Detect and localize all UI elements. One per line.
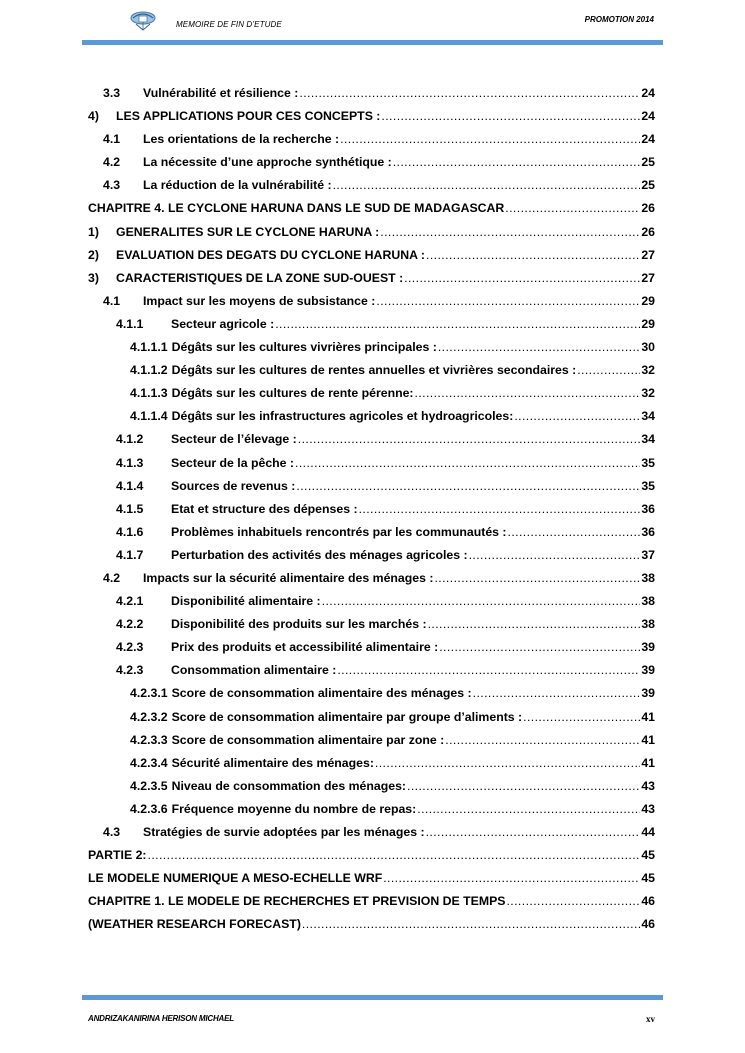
toc-leader-dots [380, 225, 640, 239]
toc-entry-label: Consommation alimentaire : [171, 663, 337, 678]
toc-entry-page: 44 [641, 825, 655, 839]
toc-entry-page: 41 [641, 709, 655, 724]
toc-entry-page: 46 [641, 917, 655, 932]
toc-entry-page: 45 [641, 871, 655, 886]
toc-leader-dots [393, 155, 641, 169]
toc-entry-number: 4.1.1.3 [130, 386, 168, 401]
toc-entry[interactable] [88, 733, 655, 756]
toc-entry[interactable] [88, 663, 655, 686]
toc-entry[interactable] [88, 432, 655, 455]
toc-leader-dots [275, 317, 640, 331]
toc-entry-label: LE MODELE NUMERIQUE A MESO-ECHELLE WRF [88, 871, 383, 886]
toc-entry-number: 4.1 [103, 293, 121, 308]
toc-entry-number: 4.1.1.2 [130, 363, 168, 378]
toc-entry-label: Secteur agricole : [171, 316, 275, 331]
toc-entry-page: 27 [641, 247, 655, 262]
toc-entry[interactable] [88, 225, 655, 248]
toc-entry-label: La nécessite d’une approche synthétique : [143, 155, 392, 170]
toc-entry[interactable] [88, 294, 655, 317]
toc-entry-label: Disponibilité alimentaire : [171, 594, 321, 609]
toc-entry-page: 24 [641, 132, 655, 147]
toc-entry-page: 36 [641, 501, 655, 516]
toc-entry[interactable] [88, 640, 655, 663]
toc-entry[interactable] [88, 802, 655, 825]
toc-entry-number: 4) [88, 109, 99, 124]
toc-entry[interactable] [88, 756, 655, 779]
toc-entry[interactable] [88, 571, 655, 594]
toc-entry[interactable] [88, 109, 655, 132]
toc-entry[interactable] [88, 848, 655, 871]
toc-entry-label: Niveau de consommation des ménages: [171, 778, 407, 793]
toc-leader-dots [426, 248, 640, 262]
toc-entry-page: 43 [641, 801, 655, 816]
toc-entry-number: 4.2.3.2 [130, 709, 168, 724]
toc-entry[interactable] [88, 317, 655, 340]
toc-entry-label: Impacts sur la sécurité alimentaire des ménages : [143, 570, 434, 585]
toc-entry-number: 4.2.2 [116, 617, 144, 632]
toc-leader-dots [439, 640, 640, 654]
toc-entry-number: 4.1.5 [116, 501, 144, 516]
toc-entry-label: Secteur de l’élevage : [171, 432, 297, 447]
toc-entry-page: 37 [641, 547, 655, 562]
toc-leader-dots [473, 686, 641, 700]
toc-entry[interactable] [88, 155, 655, 178]
toc-entry-page: 30 [641, 340, 655, 355]
toc-entry[interactable] [88, 132, 655, 155]
toc-leader-dots [469, 548, 641, 562]
header-promotion: PROMOTION 2014 [584, 15, 654, 24]
toc-entry-label: CHAPITRE 1. LE MODELE DE RECHERCHES ET PREVISION DE TEMPS [88, 894, 506, 909]
toc-entry-number: 4.3 [103, 178, 121, 193]
toc-leader-dots [333, 178, 641, 192]
toc-leader-dots [302, 917, 640, 931]
toc-entry-page: 38 [641, 570, 655, 585]
toc-entry-page: 24 [641, 86, 655, 100]
toc-entry[interactable] [88, 86, 655, 109]
toc-entry-number: 4.2.3.1 [130, 686, 168, 701]
toc-entry-number: 4.2.3 [116, 663, 144, 678]
toc-leader-dots [415, 386, 641, 400]
toc-entry[interactable] [88, 710, 655, 733]
toc-entry-page: 29 [641, 316, 655, 331]
toc-entry-number: 4.1.6 [116, 524, 144, 539]
toc-leader-dots [514, 409, 640, 423]
toc-leader-dots [296, 479, 640, 493]
toc-entry-number: 4.2.3.3 [130, 732, 168, 747]
footer-rule [82, 995, 663, 1000]
toc-entry[interactable] [88, 548, 655, 571]
toc-entry-label: Les orientations de la recherche : [143, 132, 340, 147]
toc-entry-number: 4.2.3.6 [130, 801, 168, 816]
toc-leader-dots [445, 733, 640, 747]
toc-entry[interactable] [88, 409, 655, 432]
toc-entry-label: CARACTERISTIQUES DE LA ZONE SUD-OUEST : [116, 270, 404, 285]
toc-leader-dots [337, 663, 640, 677]
toc-leader-dots [340, 132, 640, 146]
footer-page-number: xv [646, 1014, 655, 1024]
toc-entry-label: Dégâts sur les infrastructures agricoles et hydroagricoles: [171, 409, 514, 424]
school-emblem-icon [128, 10, 158, 32]
toc-leader-dots [298, 432, 641, 446]
toc-entry-number: 2) [88, 247, 99, 262]
toc-leader-dots [505, 201, 640, 215]
toc-entry-page: 39 [641, 686, 655, 701]
toc-leader-dots [295, 456, 640, 470]
toc-entry-page: 35 [641, 455, 655, 470]
toc-entry-label: Dégâts sur les cultures de rente pérenne: [171, 386, 414, 401]
toc-entry-label: Score de consommation alimentaire des ménages : [171, 686, 472, 701]
toc-entry[interactable] [88, 340, 655, 363]
toc-entry[interactable] [88, 871, 655, 894]
toc-entry-label: Perturbation des activités des ménages agricoles : [171, 547, 468, 562]
toc-entry-label: Stratégies de survie adoptées par les ménages : [143, 825, 425, 839]
toc-entry[interactable] [88, 456, 655, 479]
toc-entry[interactable] [88, 479, 655, 502]
toc-leader-dots [148, 848, 641, 862]
toc-entry-label: PARTIE 2: [88, 848, 147, 863]
footer-author: ANDRIZAKANIRINA HERISON MICHAEL [88, 1014, 234, 1023]
toc-entry[interactable] [88, 271, 655, 294]
toc-entry-number: 4.1 [103, 132, 121, 147]
toc-entry-label: (WEATHER RESEARCH FORECAST) [88, 917, 301, 932]
toc-entry-page: 39 [641, 663, 655, 678]
toc-leader-dots [299, 86, 640, 100]
toc-entry-label: Etat et structure des dépenses : [171, 501, 358, 516]
toc-leader-dots [434, 571, 640, 585]
toc-entry-page: 36 [641, 524, 655, 539]
toc-entry-number: 4.1.1.4 [130, 409, 168, 424]
toc-leader-dots [376, 294, 640, 308]
toc-entry-number: 4.2.1 [116, 594, 144, 609]
toc-leader-dots [438, 340, 641, 354]
toc-entry[interactable] [88, 779, 655, 802]
toc-entry-page: 46 [641, 894, 655, 909]
toc-entry[interactable] [88, 525, 655, 548]
toc-entry-page: 41 [641, 755, 655, 770]
toc-entry-label: La réduction de la vulnérabilité : [143, 178, 332, 193]
toc-leader-dots [359, 502, 641, 516]
toc-leader-dots [322, 594, 641, 608]
toc-entry-page: 41 [641, 732, 655, 747]
toc-leader-dots [508, 525, 641, 539]
toc-entry-label: GENERALITES SUR LE CYCLONE HARUNA : [116, 224, 380, 239]
toc-entry-number: 4.2.3.4 [130, 755, 168, 770]
toc-entry[interactable] [88, 201, 655, 224]
toc-leader-dots [407, 779, 640, 793]
toc-entry-page: 26 [641, 201, 655, 216]
toc-entry-number: 4.1.4 [116, 478, 144, 493]
toc-entry-label: Fréquence moyenne du nombre de repas: [171, 801, 417, 816]
toc-entry-page: 38 [641, 617, 655, 632]
toc-leader-dots [523, 710, 640, 724]
toc-entry-number: 4.1.7 [116, 547, 144, 562]
toc-entry-number: 1) [88, 224, 99, 239]
toc-entry-page: 27 [641, 270, 655, 285]
header-rule [82, 40, 663, 45]
toc-entry-label: Score de consommation alimentaire par zone : [171, 732, 445, 747]
toc-leader-dots [375, 756, 640, 770]
toc-entry-label: Prix des produits et accessibilité alimentaire : [171, 640, 439, 655]
toc-entry-page: 35 [641, 478, 655, 493]
toc-entry-page: 45 [641, 848, 655, 863]
toc-leader-dots [417, 802, 640, 816]
toc-entry-label: Sources de revenus : [171, 478, 296, 493]
toc-entry[interactable] [88, 917, 655, 940]
toc-entry-number: 4.1.3 [116, 455, 144, 470]
toc-entry-number: 3.3 [103, 86, 121, 100]
toc-entry-number: 3) [88, 270, 99, 285]
toc-entry-label: EVALUATION DES DEGATS DU CYCLONE HARUNA : [116, 247, 426, 262]
toc-entry-label: LES APPLICATIONS POUR CES CONCEPTS : [116, 109, 381, 124]
toc-leader-dots [577, 363, 640, 377]
toc-entry-number: 4.2 [103, 570, 121, 585]
toc-entry[interactable] [88, 594, 655, 617]
toc-leader-dots [506, 894, 640, 908]
toc-entry-page: 43 [641, 778, 655, 793]
toc-entry-page: 25 [641, 178, 655, 193]
toc-entry-number: 4.1.1 [116, 316, 144, 331]
toc-leader-dots [404, 271, 640, 285]
toc-entry-page: 25 [641, 155, 655, 170]
toc-entry[interactable] [88, 894, 655, 917]
toc-entry-page: 34 [641, 409, 655, 424]
toc-entry-page: 29 [641, 293, 655, 308]
toc-entry-label: CHAPITRE 4. LE CYCLONE HARUNA DANS LE SUD DE MADAGASCAR [88, 201, 505, 216]
toc-entry-label: Sécurité alimentaire des ménages: [171, 755, 374, 770]
toc-entry-label: Impact sur les moyens de subsistance : [143, 293, 376, 308]
toc-entry-page: 26 [641, 224, 655, 239]
toc-entry[interactable] [88, 686, 655, 709]
toc-entry[interactable] [88, 825, 655, 848]
toc-entry-number: 4.1.2 [116, 432, 144, 447]
toc-entry[interactable] [88, 248, 655, 271]
toc-entry-label: Secteur de la pêche : [171, 455, 295, 470]
toc-entry-page: 24 [641, 109, 655, 124]
toc-entry-page: 34 [641, 432, 655, 447]
toc-entry-number: 4.3 [103, 825, 121, 839]
toc-entry[interactable] [88, 363, 655, 386]
toc-entry-label: Problèmes inhabituels rencontrés par les communautés : [171, 524, 507, 539]
toc-leader-dots [381, 109, 640, 123]
toc-entry-page: 39 [641, 640, 655, 655]
toc-entry[interactable] [88, 386, 655, 409]
toc-entry-number: 4.1.1.1 [130, 340, 168, 355]
toc-entry[interactable] [88, 502, 655, 525]
toc-entry-label: Score de consommation alimentaire par groupe d’aliments : [171, 709, 523, 724]
toc-leader-dots [426, 825, 641, 839]
toc-entry[interactable] [88, 178, 655, 201]
toc-leader-dots [383, 871, 640, 885]
toc-entry-label: Dégâts sur les cultures de rentes annuelles et vivrières secondaires : [171, 363, 577, 378]
header-title: MEMOIRE DE FIN D’ETUDE [176, 20, 282, 29]
toc-entry-label: Dégâts sur les cultures vivrières principales : [171, 340, 437, 355]
toc-entry-number: 4.2 [103, 155, 121, 170]
toc-entry-page: 32 [641, 363, 655, 378]
toc-entry-page: 38 [641, 594, 655, 609]
toc-entry-page: 32 [641, 386, 655, 401]
toc-entry-number: 4.2.3.5 [130, 778, 168, 793]
toc-entry[interactable] [88, 617, 655, 640]
toc-entry-number: 4.2.3 [116, 640, 144, 655]
toc-leader-dots [428, 617, 641, 631]
toc-entry-label: Disponibilité des produits sur les marchés : [171, 617, 427, 632]
toc-entry-label: Vulnérabilité et résilience : [143, 86, 299, 100]
table-of-contents [88, 86, 655, 940]
